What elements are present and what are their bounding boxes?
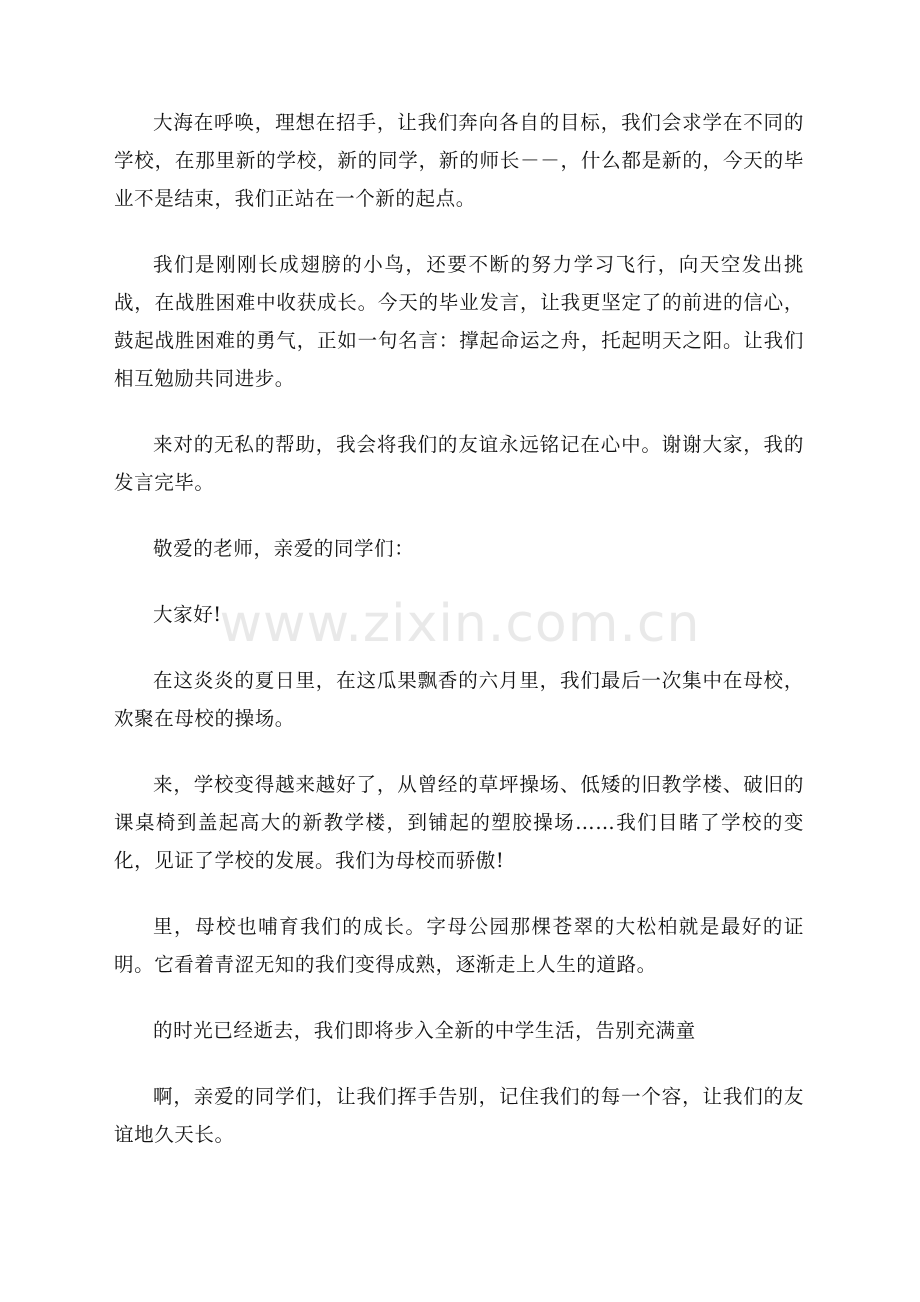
paragraph-10: 啊，亲爱的同学们，让我们挥手告别，记住我们的每一个容，让我们的友谊地久天长。 <box>114 1085 804 1146</box>
document-body <box>114 104 804 1182</box>
paragraph-9: 的时光已经逝去，我们即将步入全新的中学生活，告别充满童 <box>153 1019 696 1042</box>
salutation: 敬爱的老师，亲爱的同学们： <box>153 537 415 560</box>
paragraph-2: 我们是刚刚长成翅膀的小鸟，还要不断的努力学习飞行，向天空发出挑战，在战胜困难中收获成长。今天的毕业发言，让我更坚定了的前进的信心，鼓起战胜困难的勇气，正如一句名言：撑起命运之舟，托起明天之阳。让我们相互勉励共同进步。 <box>114 253 804 390</box>
paragraph-6: 在这炎炎的夏日里，在这瓜果飘香的六月里，我们最后一次集中在母校，欢聚在母校的操场。 <box>114 669 804 730</box>
paragraph-3: 来对的无私的帮助，我会将我们的友谊永远铭记在心中。谢谢大家，我的发言完毕。 <box>114 433 804 494</box>
watermark: www.zixin.com.cn <box>219 594 701 654</box>
greeting: 大家好! <box>153 603 222 626</box>
paragraph-8: 里，母校也哺育我们的成长。字母公园那棵苍翠的大松柏就是最好的证明。它看着青涩无知的我们变得成熟，逐渐走上人生的道路。 <box>114 915 804 976</box>
paragraph-1: 大海在呼唤，理想在招手，让我们奔向各自的目标，我们会求学在不同的学校，在那里新的学校，新的同学，新的师长－－，什么都是新的，今天的毕业不是结束，我们正站在一个新的起点。 <box>114 111 804 210</box>
paragraph-7: 来，学校变得越来越好了，从曾经的草坪操场、低矮的旧教学楼、破旧的课桌椅到盖起高大的新教学楼，到铺起的塑胶操场……我们目睹了学校的变化，见证了学校的发展。我们为母校而骄傲! <box>114 773 804 872</box>
